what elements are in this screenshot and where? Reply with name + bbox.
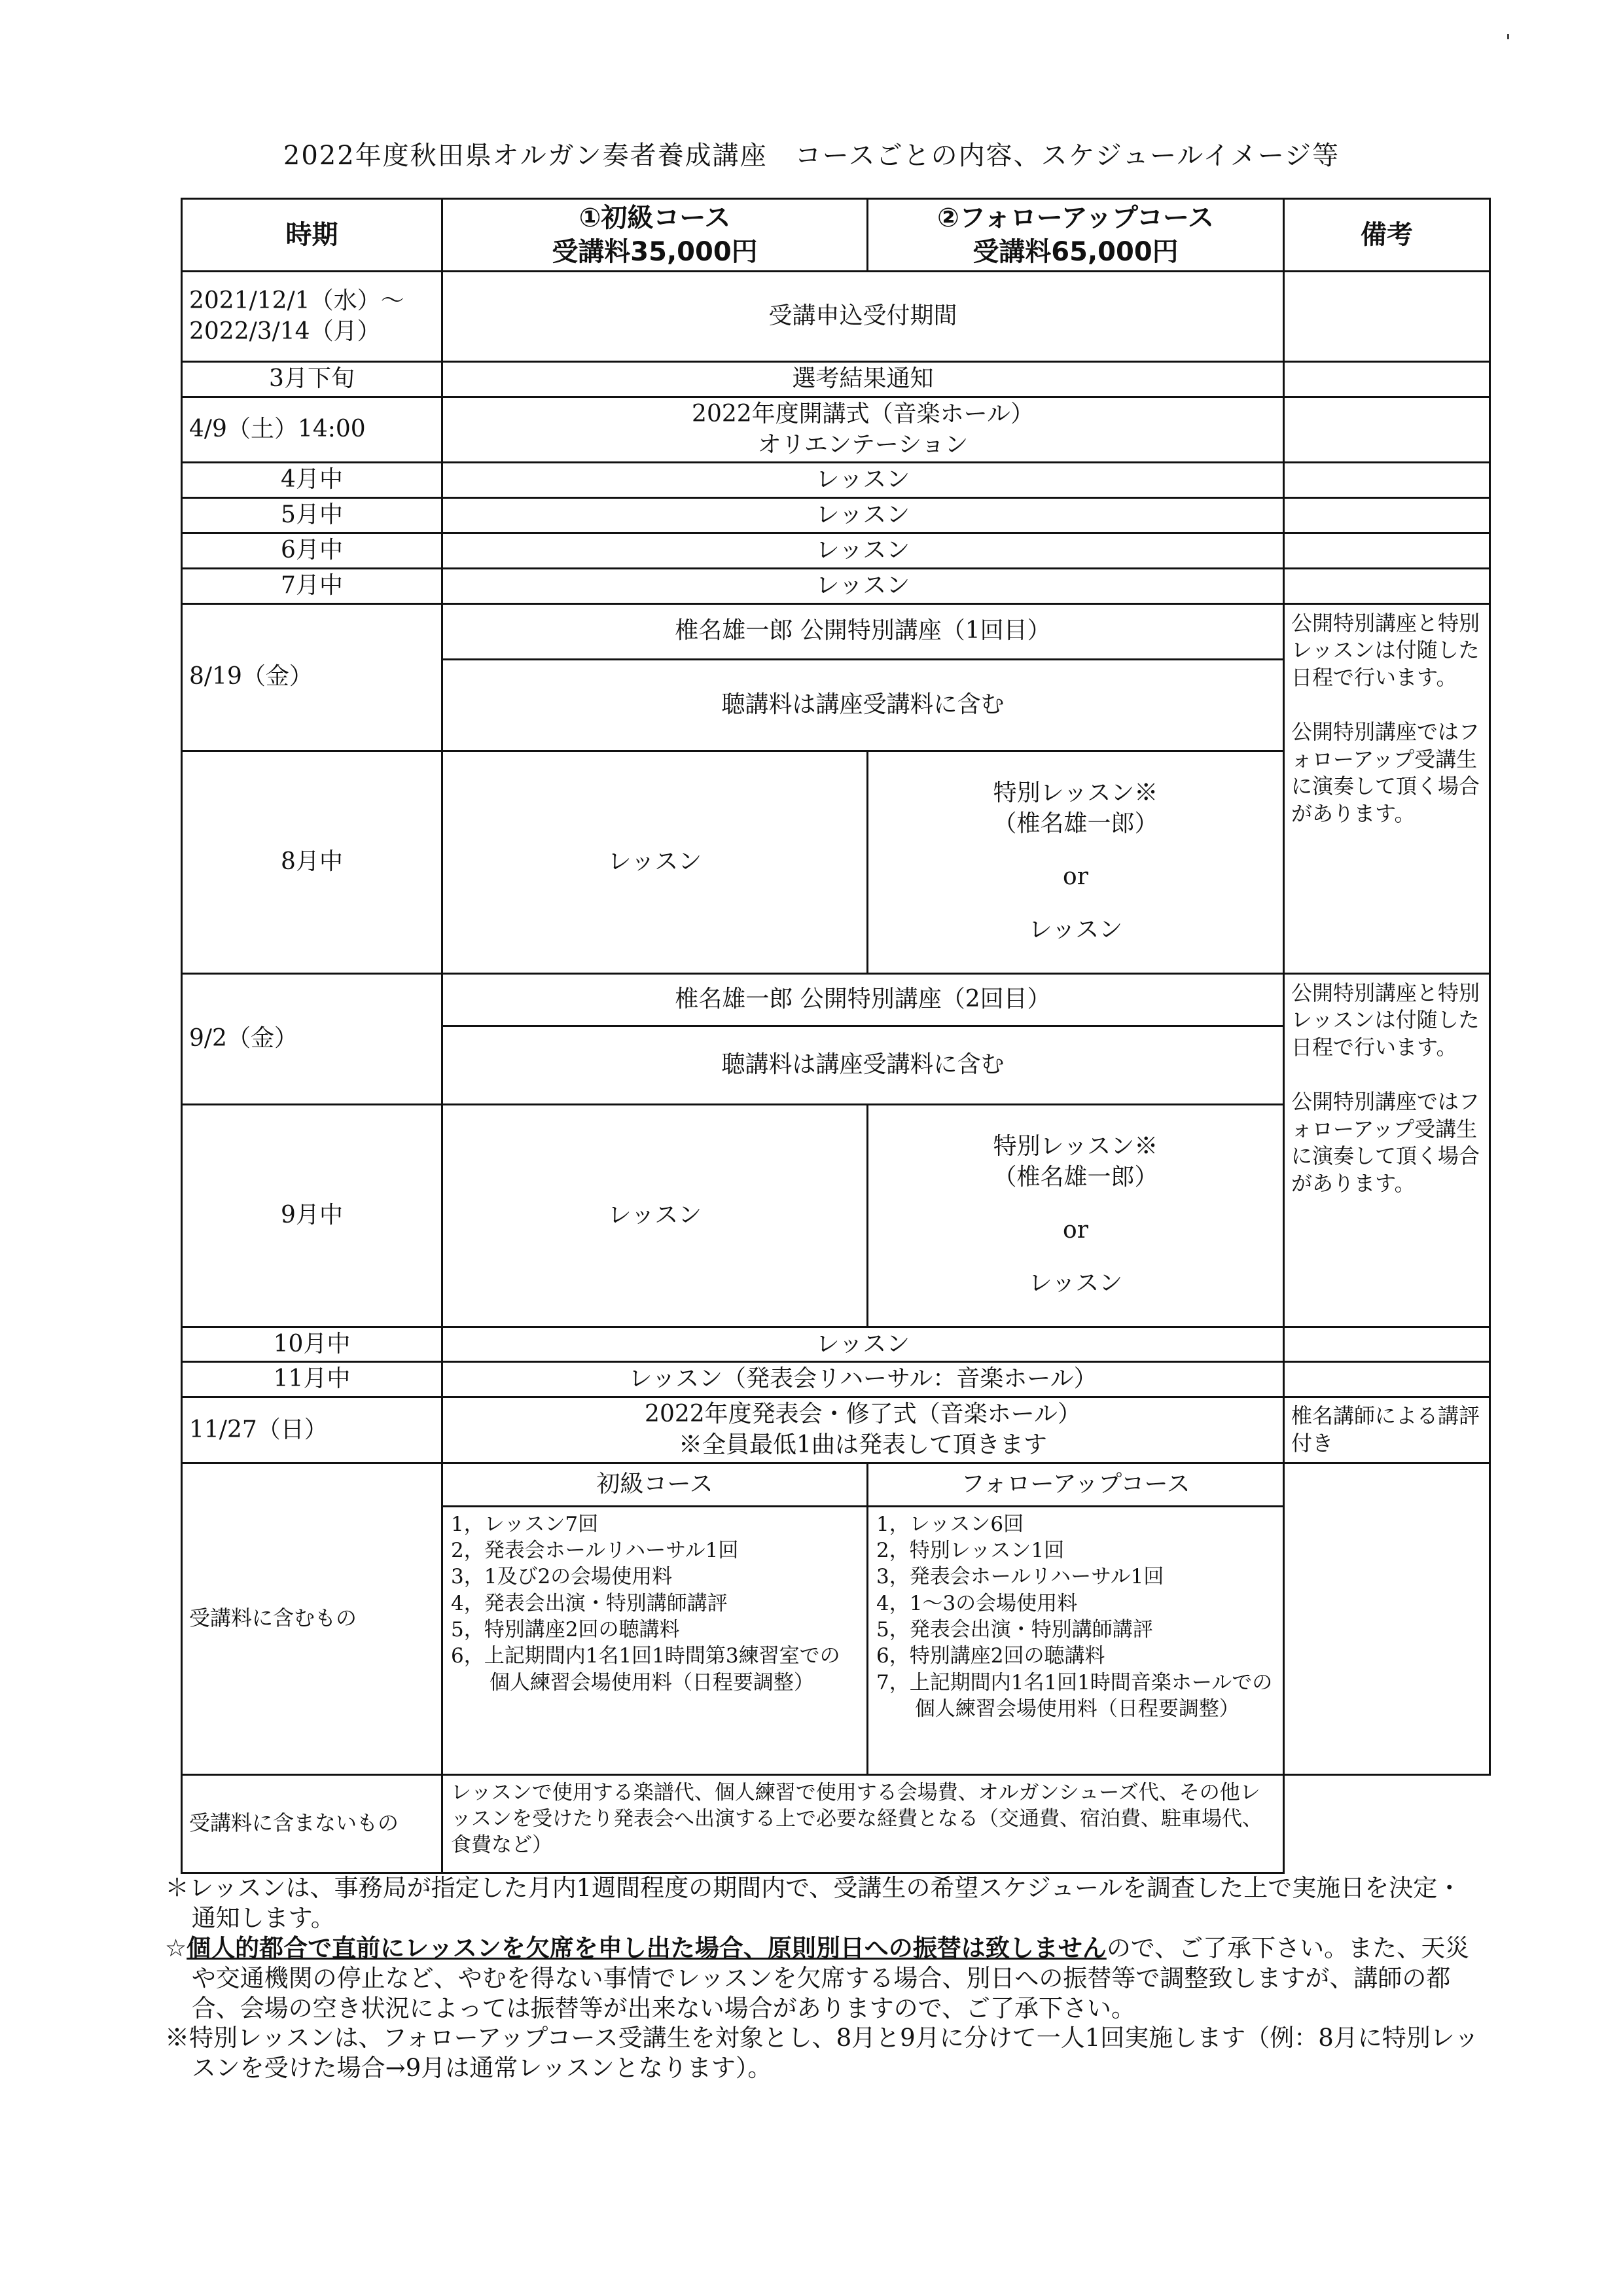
month-apr: 4月中 bbox=[182, 463, 442, 498]
footer-note-1: ＊レッスンは、事務局が指定した月内1週間程度の期間内で、受講生の希望スケジュールを調査した上で実施日を決定・通知します。 bbox=[165, 1874, 1462, 1932]
lesson-cell: レッスン bbox=[1028, 916, 1123, 943]
list-item: 4，1～3の会場使用料 bbox=[876, 1591, 1078, 1615]
month-jul: 7月中 bbox=[182, 568, 442, 603]
list-item: 6，上記期間内1名1回1時間第3練習室での個人練習会場使用料（日程要調整） bbox=[451, 1644, 840, 1695]
table-row bbox=[182, 362, 1490, 397]
list-item: 3，発表会ホールリハーサル1回 bbox=[876, 1565, 1164, 1589]
remark-empty bbox=[1284, 1774, 1490, 1873]
month-sep: 9月中 bbox=[182, 1104, 442, 1327]
month-may: 5月中 bbox=[182, 498, 442, 533]
table-row bbox=[182, 973, 1490, 1026]
opening-period: 4/9（土）14:00 bbox=[182, 397, 442, 463]
excluded-text: レッスンで使用する楽譜代、個人練習で使用する会場費、オルガンシューズ代、その他レッスンを受けたり発表会へ出演する上で必要な経費となる（交通費、宿泊費、駐車場代、食費など） bbox=[442, 1774, 1284, 1873]
audit-fee-note: 聴講料は講座受講料に含む bbox=[442, 1026, 1284, 1104]
table-row bbox=[182, 568, 1490, 603]
lesson-cell: レッスン bbox=[1028, 1269, 1123, 1297]
list-item: 5，発表会出演・特別講師講評 bbox=[876, 1617, 1153, 1641]
list-item: 5，特別講座2回の聴講料 bbox=[451, 1617, 680, 1641]
special-lesson-cell bbox=[868, 751, 1284, 973]
included-beginner-header: 初級コース bbox=[442, 1463, 868, 1506]
included-follow-header: フォローアップコース bbox=[868, 1463, 1284, 1506]
remark-empty bbox=[1284, 463, 1490, 498]
month-aug: 8月中 bbox=[182, 751, 442, 973]
table-row bbox=[182, 397, 1490, 463]
note2-rest: ので、ご了承下さい。また、天災や交通機関の停止など、やむを得ない事情でレッスンを欠席する場合、別日への振替等で調整致しますが、講師の都合、会場の空き状況によっては振替等が出来ない場合がありますので、ご了承下さい。 bbox=[191, 1933, 1470, 2022]
month-oct: 10月中 bbox=[182, 1327, 442, 1362]
opening-content bbox=[442, 397, 1284, 463]
schedule-table bbox=[181, 198, 1491, 1874]
special-lesson-cell bbox=[868, 1104, 1284, 1327]
list-item: 3，1及び2の会場使用料 bbox=[451, 1565, 673, 1589]
list-item: 4，発表会出演・特別講師講評 bbox=[451, 1591, 728, 1615]
table-row bbox=[182, 533, 1490, 568]
note2-mark: ☆ bbox=[165, 1933, 187, 1962]
lesson-cell: レッスン bbox=[442, 533, 1284, 568]
note2-bold: 個人的都合で直前にレッスンを欠席を申し出た場合、原則別日への振替は致しません bbox=[187, 1933, 1107, 1962]
remark-empty bbox=[1284, 1362, 1490, 1397]
table-row bbox=[182, 1463, 1490, 1506]
course2-name: ②フォローアップコース bbox=[936, 203, 1215, 233]
month-jun: 6月中 bbox=[182, 533, 442, 568]
special-teacher: （椎名雄一郎） bbox=[993, 810, 1158, 838]
result-period: 3月下旬 bbox=[182, 362, 442, 397]
table-row bbox=[182, 603, 1490, 659]
orientation: オリエンテーション bbox=[757, 431, 969, 458]
remark-empty bbox=[1284, 272, 1490, 362]
lesson-cell: レッスン bbox=[442, 751, 868, 973]
month-nov: 11月中 bbox=[182, 1362, 442, 1397]
header-course1 bbox=[442, 199, 868, 272]
table-row bbox=[182, 1362, 1490, 1397]
or-label: or bbox=[1063, 863, 1088, 891]
course1-fee: 受講料35,000円 bbox=[552, 237, 758, 267]
table-row bbox=[182, 1327, 1490, 1362]
nov-content: レッスン（発表会リハーサル：音楽ホール） bbox=[442, 1362, 1284, 1397]
lesson-cell: レッスン bbox=[442, 568, 1284, 603]
list-item: 7，上記期間内1名1回1時間音楽ホールでの個人練習会場使用料（日程要調整） bbox=[876, 1670, 1273, 1721]
footer-note-2 bbox=[165, 1933, 1480, 2024]
final-period: 11/27（日） bbox=[182, 1397, 442, 1463]
audit-fee-note: 聴講料は講座受講料に含む bbox=[442, 659, 1284, 751]
aug19-lecture: 椎名雄一郎 公開特別講座（1回目） bbox=[442, 603, 1284, 659]
list-item: 1，レッスン7回 bbox=[451, 1512, 599, 1536]
table-row bbox=[182, 272, 1490, 362]
page-title: 2022年度秋田県オルガン奏者養成講座 コースごとの内容、スケジュールイメージ等 bbox=[283, 141, 1340, 171]
final-content bbox=[442, 1397, 1284, 1463]
list-item: 6，特別講座2回の聴講料 bbox=[876, 1644, 1105, 1668]
remark-empty bbox=[1284, 498, 1490, 533]
special-teacher: （椎名雄一郎） bbox=[993, 1164, 1158, 1191]
table-row bbox=[182, 1774, 1490, 1873]
beginner-items bbox=[442, 1506, 868, 1774]
remark-special-sep: 公開特別講座と特別レッスンは付随した日程で行います。 公開特別講座ではフォローアップ受講生に演奏して頂く場合があります。 bbox=[1284, 973, 1490, 1327]
remark-empty bbox=[1284, 362, 1490, 397]
final-remark: 椎名講師による講評付き bbox=[1284, 1397, 1490, 1463]
opening-ceremony: 2022年度開講式（音楽ホール） bbox=[692, 400, 1034, 427]
remark-empty bbox=[1284, 568, 1490, 603]
remark-empty bbox=[1284, 397, 1490, 463]
apply-period: 2021/12/1（水）～2022/3/14（月） bbox=[182, 272, 442, 362]
sep2-period: 9/2（金） bbox=[182, 973, 442, 1104]
course1-name: ①初級コース bbox=[579, 203, 731, 233]
remark-empty bbox=[1284, 1463, 1490, 1774]
final-note: ※全員最低1曲は発表して頂きます bbox=[679, 1431, 1047, 1458]
header-remarks: 備考 bbox=[1284, 199, 1490, 272]
table-row bbox=[182, 1397, 1490, 1463]
table-row bbox=[182, 463, 1490, 498]
course2-fee: 受講料65,000円 bbox=[972, 237, 1179, 267]
header-course2 bbox=[868, 199, 1284, 272]
lesson-cell: レッスン bbox=[442, 1327, 1284, 1362]
apply-content: 受講申込受付期間 bbox=[442, 272, 1284, 362]
final-ceremony: 2022年度発表会・修了式（音楽ホール） bbox=[645, 1401, 1081, 1428]
or-label: or bbox=[1063, 1217, 1088, 1244]
lesson-cell: レッスン bbox=[442, 1104, 868, 1327]
remark-special-aug: 公開特別講座と特別レッスンは付随した日程で行います。 公開特別講座ではフォローアップ受講生に演奏して頂く場合があります。 bbox=[1284, 603, 1490, 973]
aug19-period: 8/19（金） bbox=[182, 603, 442, 751]
special-lesson: 特別レッスン※ bbox=[993, 1133, 1158, 1160]
sep2-lecture: 椎名雄一郎 公開特別講座（2回目） bbox=[442, 973, 1284, 1026]
table-header-row bbox=[182, 199, 1490, 272]
lesson-cell: レッスン bbox=[442, 498, 1284, 533]
footer-notes bbox=[165, 1873, 1480, 2083]
follow-items bbox=[868, 1506, 1284, 1774]
list-item: 2，発表会ホールリハーサル1回 bbox=[451, 1539, 739, 1563]
lesson-cell: レッスン bbox=[442, 463, 1284, 498]
result-content: 選考結果通知 bbox=[442, 362, 1284, 397]
remark-empty bbox=[1284, 1327, 1490, 1362]
footer-note-3: ※特別レッスンは、フォローアップコース受講生を対象とし、8月と9月に分けて一人1回実施します（例：8月に特別レッスンを受けた場合→9月は通常レッスンとなります）。 bbox=[165, 2024, 1479, 2083]
special-lesson: 特別レッスン※ bbox=[993, 780, 1158, 807]
header-period: 時期 bbox=[182, 199, 442, 272]
list-item: 1，レッスン6回 bbox=[876, 1512, 1024, 1536]
excluded-label: 受講料に含まないもの bbox=[182, 1774, 442, 1873]
table-row bbox=[182, 498, 1490, 533]
included-label: 受講料に含むもの bbox=[182, 1463, 442, 1774]
scan-mark bbox=[1507, 34, 1509, 39]
remark-empty bbox=[1284, 533, 1490, 568]
list-item: 2，特別レッスン1回 bbox=[876, 1539, 1065, 1563]
